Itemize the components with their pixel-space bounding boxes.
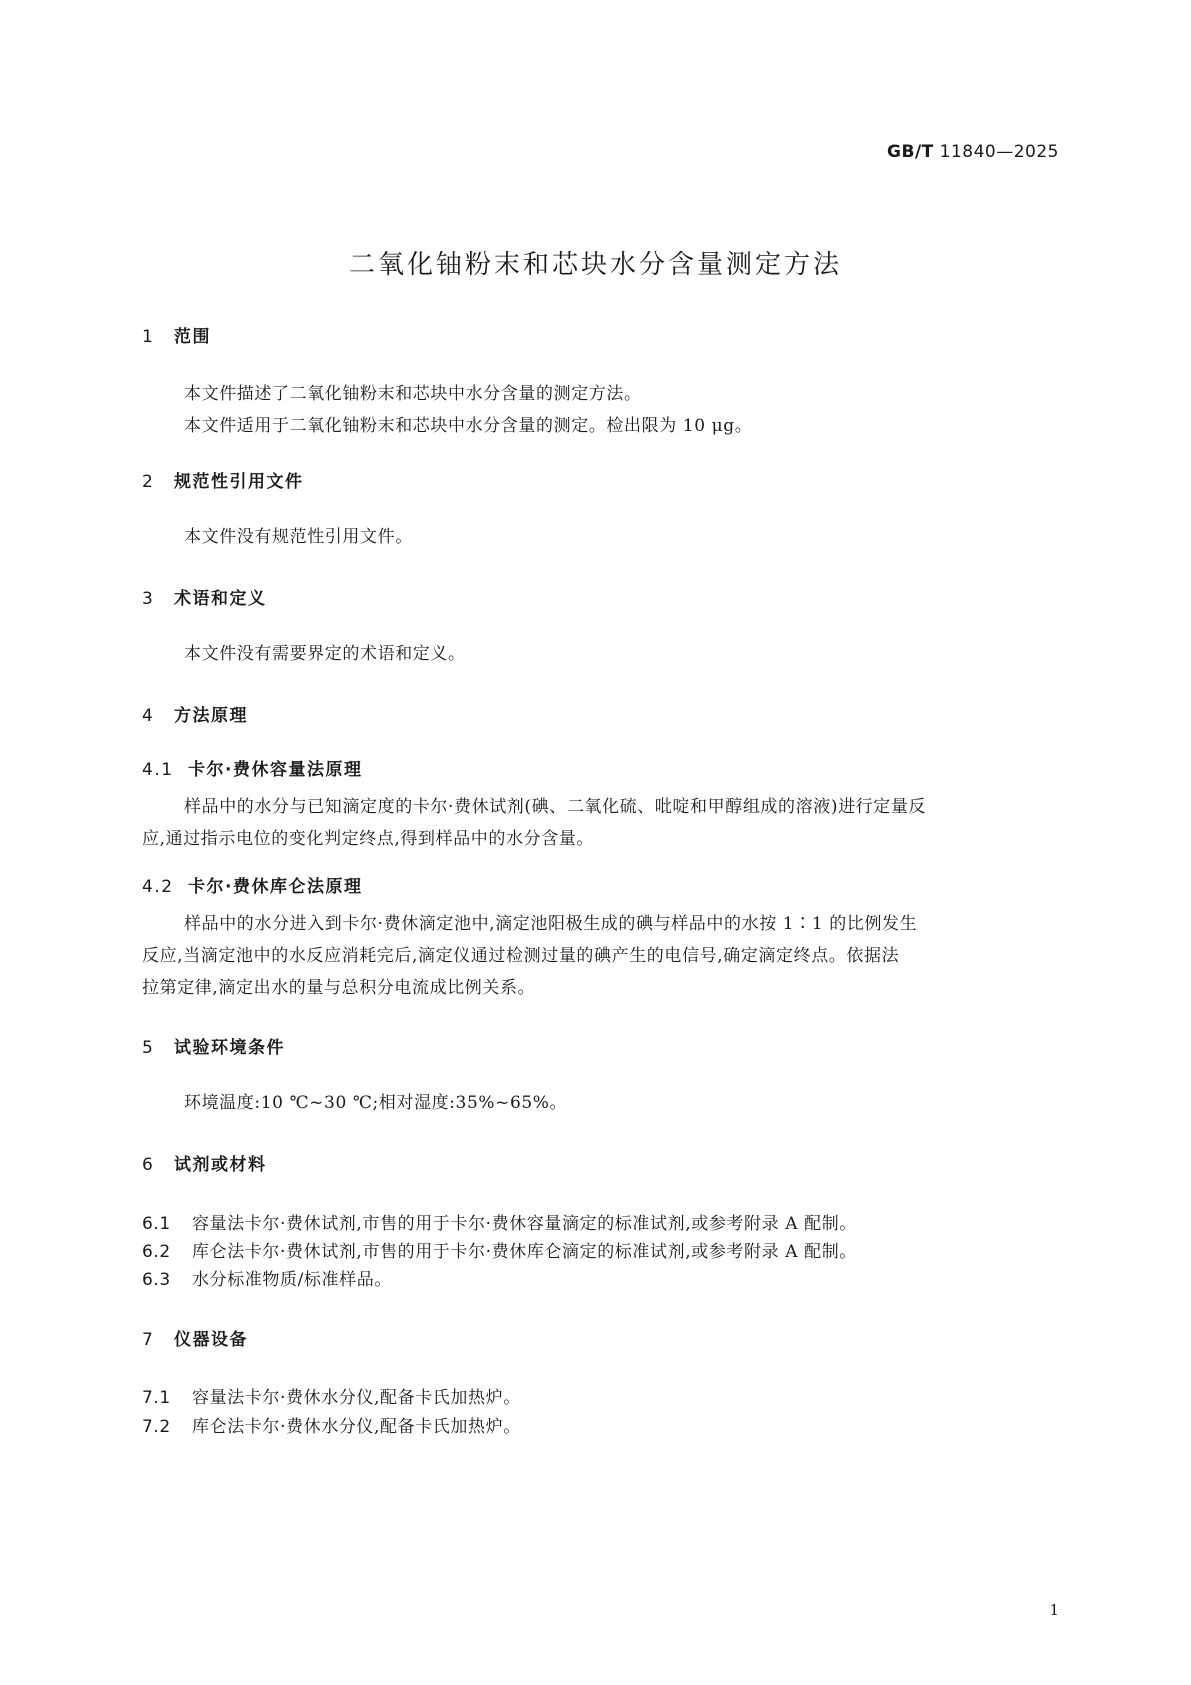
section-6-heading [142,1150,267,1175]
list-item-7-2 [142,1412,521,1437]
section-number: 2 [142,472,155,492]
item-text: 水分标准物质/标准样品。 [192,1270,392,1290]
list-item-6-1 [142,1209,857,1234]
standard-number [887,142,1059,162]
paragraph: 本文件适用于二氧化铀粉末和芯块中水分含量的测定。检出限为 10 μg。 [184,416,753,436]
item-number: 6.1 [142,1214,171,1234]
paragraph-line: 样品中的水分与已知滴定度的卡尔·费休试剂(碘、二氧化硫、吡啶和甲醇组成的溶液)进行定量反 [184,797,927,817]
paragraph: 环境温度:10 ℃~30 ℃;相对湿度:35%~65%。 [184,1093,568,1113]
section-5-body [142,1087,1056,1119]
section-5-heading [142,1033,285,1058]
section-1-body [142,378,1056,442]
section-number: 5 [142,1038,155,1058]
document-title: 二氧化铀粉末和芯块水分含量测定方法 [348,250,842,280]
paragraph-line: 反应,当滴定池中的水反应消耗完后,滴定仪通过检测过量的碘产生的电信号,确定滴定终点。依据法 [142,946,900,966]
paragraph-line: 拉第定律,滴定出水的量与总积分电流成比例关系。 [142,978,536,998]
item-number: 6.3 [142,1270,171,1290]
standard-code: 11840—2025 [939,142,1059,162]
section-3-heading [142,584,267,609]
item-number: 6.2 [142,1242,171,1262]
section-title: 术语和定义 [174,589,267,609]
list-item-6-3 [142,1265,392,1290]
list-item-6-2 [142,1237,857,1262]
item-text: 容量法卡尔·费休试剂,市售的用于卡尔·费休容量滴定的标准试剂,或参考附录 A 配制。 [192,1214,857,1234]
subsection-title: 卡尔·费休容量法原理 [188,760,363,780]
paragraph: 本文件没有需要界定的术语和定义。 [184,644,466,664]
paragraph: 本文件描述了二氧化铀粉末和芯块中水分含量的测定方法。 [184,384,642,404]
section-number: 7 [142,1330,155,1350]
subsection-title: 卡尔·费休库仑法原理 [188,877,363,897]
section-3-body [142,638,1056,670]
item-number: 7.1 [142,1388,171,1408]
list-item-7-1 [142,1383,521,1408]
section-7-heading [142,1325,248,1350]
section-number: 4 [142,706,155,726]
section-title: 仪器设备 [174,1330,248,1350]
section-title: 规范性引用文件 [174,472,304,492]
standard-prefix: GB/T [887,142,934,162]
section-1-heading [142,322,211,347]
section-2-heading [142,467,304,492]
section-4-1-heading [142,755,362,780]
section-4-heading [142,701,248,726]
section-number: 3 [142,589,155,609]
subsection-number: 4.2 [142,877,174,897]
item-text: 容量法卡尔·费休水分仪,配备卡氏加热炉。 [192,1388,521,1408]
section-title: 试验环境条件 [174,1038,285,1058]
section-4-1-body [142,791,1056,855]
section-4-2-heading [142,872,362,897]
section-title: 方法原理 [174,706,248,726]
section-number: 1 [142,327,155,347]
paragraph: 本文件没有规范性引用文件。 [184,527,413,547]
item-text: 库仑法卡尔·费休试剂,市售的用于卡尔·费休库仑滴定的标准试剂,或参考附录 A 配制。 [192,1242,857,1262]
section-title: 范围 [174,327,211,347]
section-title: 试剂或材料 [174,1155,267,1175]
item-text: 库仑法卡尔·费休水分仪,配备卡氏加热炉。 [192,1417,521,1437]
item-number: 7.2 [142,1417,171,1437]
page-number: 1 [1049,1601,1059,1619]
subsection-number: 4.1 [142,760,174,780]
section-number: 6 [142,1155,155,1175]
section-2-body [142,521,1056,553]
paragraph-line: 样品中的水分进入到卡尔·费休滴定池中,滴定池阳极生成的碘与样品中的水按 1∶1 的比例发生 [184,914,918,934]
section-4-2-body [142,908,1056,1004]
paragraph-line: 应,通过指示电位的变化判定终点,得到样品中的水分含量。 [142,829,595,849]
